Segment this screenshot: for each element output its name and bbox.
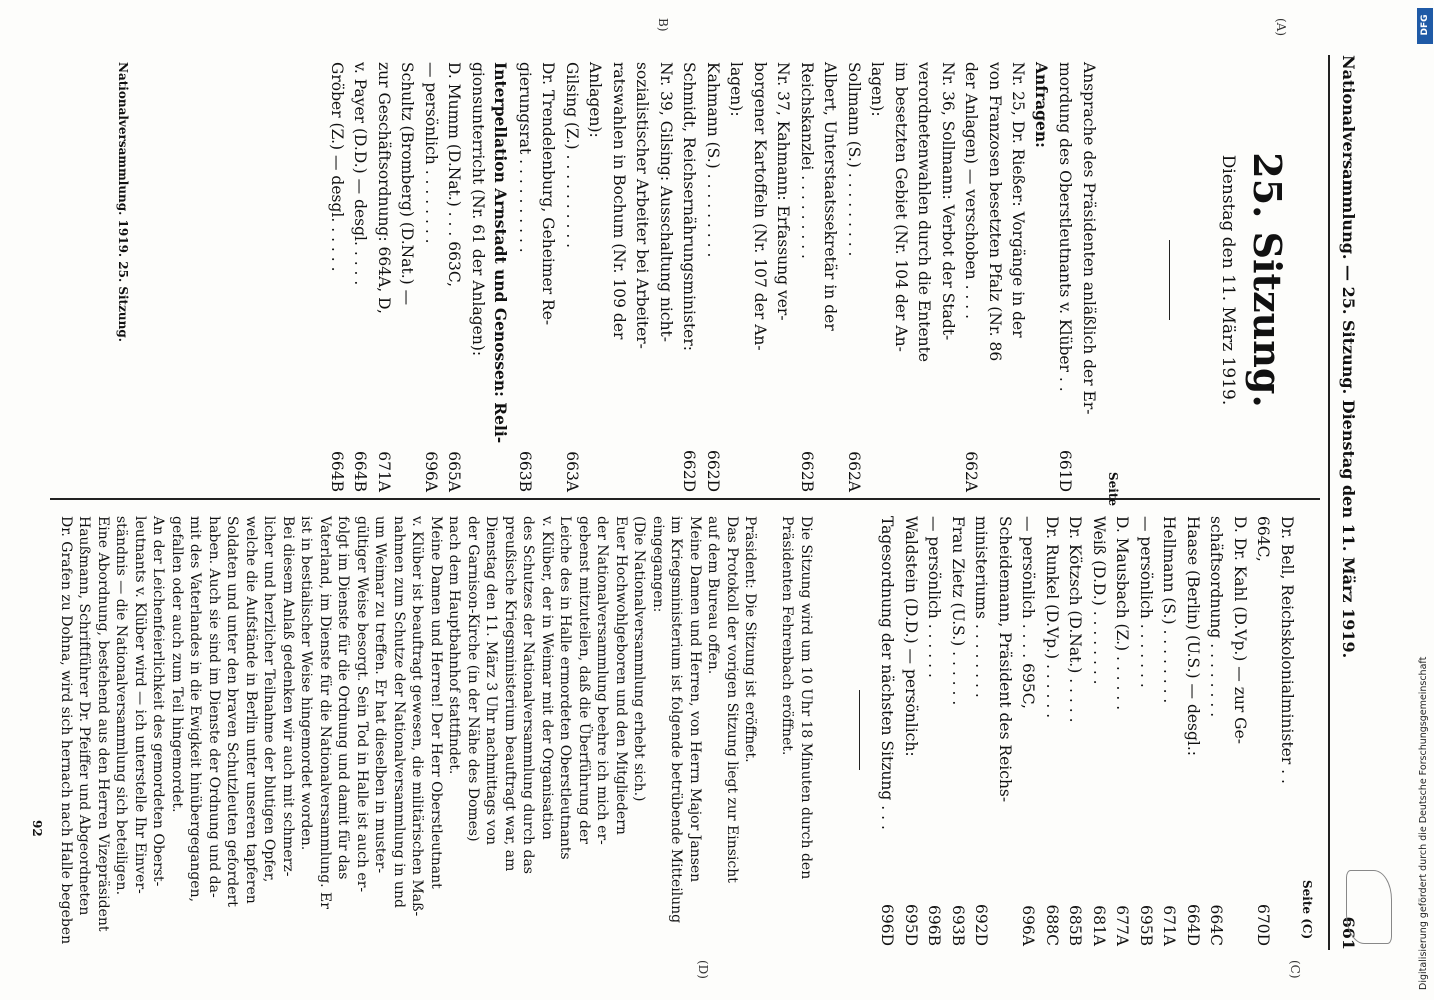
minutes-line: leutnants v. Klüber wird — ich unterstelle Ihr Einver- (132, 516, 148, 894)
toc-left-entry-text: Schultz (Bromberg) (D.Nat.) — (398, 62, 417, 306)
margin-mark-d: (D) (696, 960, 710, 979)
toc-left-entry (607, 62, 631, 492)
digitization-credit (1416, 8, 1434, 992)
minutes-line: preußische Kriegsministerium beauftragt war, am (502, 516, 518, 872)
minutes-line: Dienstag den 11. März 3 Uhr nachmittags von (483, 516, 500, 846)
minutes-line: nach dem Hauptbahnhof stattfindet. (446, 516, 463, 775)
toc-left-entry (983, 62, 1007, 492)
toc-left-entry-text: von Franzosen besetzten Pfalz (Nr. 86 (986, 62, 1004, 362)
minutes-line: im Kriegsministerium ist folgende betrübende Mitteilung (668, 516, 685, 924)
toc-left-entry-text: Gilsing (Z.) . . . . . . . . . . (563, 62, 581, 249)
minutes-line: Bei diesem Anlaß gedenken wir auch mit schmerz- (280, 516, 296, 877)
toc-right-entry (1016, 516, 1040, 946)
toc-left-entry-text: lagen): (727, 62, 746, 117)
toc-left-entry-text: Nr. 36, Sollmann: Verbot der Stadt- (939, 62, 957, 341)
toc-left-entry-text: Anlagen): (586, 62, 605, 138)
toc-left-entry-text: Nr. 37, Kahmann: Erfassung ver- (774, 62, 793, 321)
minutes-line: Vaterland, im Dienste für die Nationalversammlung. Er (317, 516, 333, 909)
credit-text: Digitalisierung gefördert durch die Deutsche Forschungsgemeinschaft (1418, 656, 1429, 990)
toc-left-entry (419, 62, 443, 492)
toc-right-entry-text: D. Dr. Kahl (D.Vp.) — zur Ge- (1231, 516, 1249, 744)
minutes-line: Euer Hochwohlgeboren und den Mitgliedern (613, 516, 629, 835)
minutes-line: Meine Damen und Herren! Der Herr Oberstleutnant (428, 516, 444, 889)
minutes-line: um Weimar zu treffen. Er hat dieselben in muster- (372, 516, 389, 874)
toc-left-entry-text: Kahmann (S.) . . . . . . . . . (704, 62, 722, 258)
minutes-line: gebenst mitzuteilen, daß die Überführung der (576, 516, 592, 844)
toc-left-entry-text: Interpellation Arnstadt und Genossen: Reli- (491, 62, 511, 444)
toc-left-entry-text: Dr. Trendelenburg, Geheimer Re- (539, 62, 558, 326)
toc-right-entry (1204, 516, 1228, 946)
toc-right-entry-text: Hellmann (S.) . . . . . . . . (1160, 516, 1179, 704)
toc-right-entry-text: Dr. Bell, Reichskolonialminister . . (1278, 516, 1296, 784)
toc-right-entry-text: Waldstein (D.D.) — persönlich: (902, 516, 920, 757)
toc-left-entry-text: Nr. 25, Dr. Rießer: Vorgänge in der (1009, 62, 1028, 338)
toc-left-entry-text: — persönlich . . . . . . . . (422, 62, 440, 244)
minutes-line: An der Leichenfeierlichkeit des gemordeten Oberst- (150, 516, 167, 887)
toc-left-entry (372, 62, 396, 492)
toc-left-entry-text: D. Mumm (D.Nat.) . . . 663C, (445, 62, 464, 288)
toc-right-entry (1228, 516, 1252, 946)
toc-left-entry (936, 62, 960, 492)
toc-left-entry-text: der Anlagen) — verschoben . . . . (962, 62, 981, 320)
minutes-line: eingegangen: (650, 516, 666, 613)
session-date: Dienstag den 11. März 1919. (1218, 154, 1238, 406)
toc-right-entry-text: Haase (Berlin) (U.S.) — desgl.: (1184, 516, 1202, 757)
minutes-line: Das Protokoll der vorigen Sitzung liegt zur Einsicht (724, 516, 740, 883)
toc-right-entry-page: 685B (1066, 905, 1085, 946)
toc-right-entry (1040, 516, 1064, 946)
toc-left-entry (442, 62, 466, 492)
toc-left-entry-text: Nr. 39, Gilsing: Ausschaltung nicht- (657, 62, 675, 343)
minutes-line: Haußmann, Schriftführer Dr. Pfeiffer und Abgeordneten (76, 516, 93, 916)
minutes-line: ständnis — die Nationalversammlung sich beteiligen. (113, 516, 130, 896)
toc-left-entry-page: 662A (962, 451, 981, 492)
minutes-line: Dr. Grafen zu Dohna, wird sich hernach nach Halle begeben (58, 516, 74, 945)
sheet-signature: 92 (30, 820, 44, 837)
minutes-line: Leiche des in Halle ermordeten Oberstleutnants (557, 516, 574, 860)
minutes-line: gefallen oder auch zum Teil hingemordet. (169, 516, 185, 813)
minutes-line: (Die Nationalversammlung erhebt sich.) (631, 516, 648, 802)
toc-right-entry-text: Tagesordnung der nächsten Sitzung . . . (878, 516, 897, 830)
toc-left-entry (701, 62, 725, 492)
minutes-line: licher und herzlicher Teilnahme der blutigen Opfer, (261, 516, 278, 883)
toc-left-entry-text: gierungsrat . . . . . . . . . . (516, 62, 534, 253)
margin-mark-a: (A) (1274, 18, 1288, 37)
toc-left-entry-page: 664B (351, 451, 370, 492)
minutes-body (57, 516, 816, 946)
toc-left-entry (630, 62, 654, 492)
toc-right-entry-text: Scheidemann, Präsident des Reichs- (996, 516, 1014, 803)
toc-left-entry-page: 664B (328, 451, 346, 492)
toc-left-entry (348, 62, 372, 492)
running-head-text: Nationalversammlung. — 25. Sitzung. Dienstag den 11. März 1919. (1339, 55, 1358, 659)
toc-left-entry-page: 663A (563, 451, 581, 492)
heading-rule (1169, 240, 1170, 320)
toc-left-entry (325, 62, 349, 492)
toc-left-entry (959, 62, 983, 492)
toc-right-entry-page: 695B (1137, 905, 1155, 946)
right-seite-label: Seite (C) (1300, 880, 1314, 940)
toc-left-entry (395, 62, 419, 492)
toc-right-entry (922, 516, 946, 946)
toc-right-entry-text: Weiß (D.D.) . . . . . . . . (1090, 516, 1108, 685)
toc-left-entry-page: 671A (375, 451, 393, 492)
minutes-line: nahmen zum Schutze der Nationalversammlung in und (391, 516, 407, 908)
toc-left-entry-text: Ansprache des Präsidenten anläßlich der Er- (1080, 62, 1098, 415)
margin-mark-c: (C) (1288, 960, 1302, 979)
toc-left-entry (818, 62, 842, 492)
toc-right-entry-text: schäftsordnung . . . . . . . . (1207, 516, 1226, 718)
toc-right-entry-page: 664C (1207, 904, 1226, 946)
toc-right-entry (1063, 516, 1087, 946)
toc-left-entry-page: 665A (445, 451, 464, 492)
minutes-line: folgt im Dienste für die Ordnung und damit für das (335, 516, 352, 880)
margin-mark-b: B) (656, 18, 670, 32)
toc-right-entry-page: 696A (1019, 905, 1038, 946)
toc-left-entry (795, 62, 819, 492)
toc-right-entry-page: 664D (1184, 903, 1202, 946)
toc-left-entry-text: gionsunterricht (Nr. 61 der Anlagen): (469, 62, 487, 357)
toc-left-entry (1053, 62, 1077, 492)
minutes-line: der Nationalversammlung beehre ich mich er- (594, 516, 611, 845)
toc-left-entry-page: 662B (798, 451, 816, 492)
toc-left-entry-text: Schmidt, Reichsernährungsminister: (680, 62, 699, 351)
running-head (1334, 55, 1358, 950)
toc-right-entry-text: Dr. Kötzsch (D.Nat.) . . . . . (1066, 516, 1085, 723)
toc-left-entry-page: 696A (422, 451, 440, 492)
toc-right-entry-page: 688C (1043, 904, 1061, 946)
toc-right-entry-text: — persönlich . . . . . . . (1137, 516, 1155, 688)
toc-left-entry (865, 62, 889, 492)
toc-right-entry (875, 516, 899, 946)
toc-left-entry-text: borgener Kartoffeln (Nr. 107 der An- (751, 62, 769, 351)
toc-left-entry (536, 62, 560, 492)
toc-left-entry-page: 662D (680, 449, 699, 492)
toc-right-entry-text: 664C, (1254, 516, 1273, 562)
toc-left-entry (771, 62, 795, 492)
minutes-line: gültiger Weise besorgt. Sein Tod in Halle ist auch er- (354, 516, 370, 893)
minutes-line: Die Sitzung wird um 10 Uhr 18 Minuten durch den (798, 516, 814, 880)
toc-left-entry-text: mordung des Oberstleutnants v. Klüber . . (1056, 62, 1075, 392)
dfg-logo (1417, 8, 1433, 44)
toc-right-entry-page: 693B (949, 905, 967, 946)
toc-left-entry (583, 62, 607, 492)
toc-right-entry-page: 681A (1090, 905, 1108, 946)
toc-right-entry-page: 696B (925, 905, 944, 946)
toc-left-entry-text: Gröber (Z.) — desgl. . . . . . (328, 62, 346, 272)
dfg-logo-text: DFG (1420, 14, 1430, 36)
toc-right-entry-text: D. Mausbach (Z.) . . . . . . (1113, 516, 1132, 711)
toc-left-entry-text: Albert, Unterstaatssekretär in der (821, 62, 840, 331)
minutes-line: mit des Vaterlandes in die Ewigkeit hinübergegangen, (187, 516, 204, 903)
toc-left-entry-page: 663B (516, 451, 534, 492)
table-of-contents-right (875, 516, 1298, 946)
toc-left-entry (724, 62, 748, 492)
toc-left-entry (513, 62, 537, 492)
toc-left-entry-text: v. Payer (D.D.) — desgl. . . . . (351, 62, 370, 286)
toc-right-entry-page: 671A (1160, 905, 1179, 946)
toc-right-entry (1275, 516, 1299, 946)
toc-right-entry (1181, 516, 1205, 946)
toc-left-entry-text: Reichskanzlei . . . . . . . . . (798, 62, 816, 259)
toc-left-entry-page: 661D (1056, 449, 1075, 492)
minutes-line: Präsidenten Fehrenbach eröffnet. (779, 516, 796, 756)
toc-right-entry (1110, 516, 1134, 946)
minutes-line: Soldaten und unter den braven Schutzleuten gefordert (224, 516, 241, 907)
toc-right-entry-text: Dr. Runkel (D.Vp.) . . . . . . (1043, 516, 1061, 719)
toc-right-entry-page: 696D (878, 903, 897, 946)
toc-left-entry-text: im besetzten Gebiet (Nr. 104 der An- (892, 62, 910, 352)
toc-right-entry-text: Frau Zietz (U.S.) . . . . . . (949, 516, 967, 706)
toc-left-entry (1006, 62, 1030, 492)
minutes-line: des Schutzes der Nationalversammlung durch das (520, 516, 537, 874)
toc-left-entry (1077, 62, 1101, 492)
header-rule (1328, 55, 1330, 950)
toc-right-entry (969, 516, 993, 946)
toc-right-entry-page: 692D (972, 903, 991, 946)
left-seite-label: Seite (1106, 472, 1120, 507)
toc-left-entry (889, 62, 913, 492)
minutes-line: welche die Aufstände in Berlin unter unseren tapferen (243, 516, 259, 904)
toc-right-entry (1087, 516, 1111, 946)
toc-right-entry-text: — persönlich . . . . 695C, (1019, 516, 1038, 709)
toc-left-entry-page: 662D (704, 449, 722, 492)
toc-left-entry (466, 62, 490, 492)
minutes-line: ist in bestialischer Weise hingemordet worden. (298, 516, 315, 851)
toc-right-entry (946, 516, 970, 946)
toc-right-entry-page: 695D (902, 903, 920, 946)
toc-left-entry-text: verordnetenwahlen durch die Entente (915, 62, 934, 363)
toc-left-entry-text: lagen): (868, 62, 887, 117)
session-title: 25. Sitzung. (1245, 152, 1290, 408)
minutes-line (760, 516, 779, 946)
toc-right-entry (1251, 516, 1275, 946)
toc-left-entry-page: 662A (845, 451, 863, 492)
toc-left-entry (654, 62, 678, 492)
toc-left-entry (842, 62, 866, 492)
table-of-contents-left (325, 62, 1101, 492)
minutes-line: v. Klüber, der in Weimar mit der Organisation (539, 516, 555, 840)
toc-left-entry-text: Anfragen: (1032, 62, 1051, 148)
toc-right-entry (1157, 516, 1181, 946)
toc-left-entry-text: zur Geschäftsordnung: 664A, D, (375, 62, 393, 314)
section-rule (859, 690, 860, 770)
toc-right-entry-text: — persönlich . . . . . . (925, 516, 944, 678)
toc-right-entry-page: 670D (1254, 903, 1273, 946)
toc-right-entry (899, 516, 923, 946)
minutes-line: Präsident: Die Sitzung ist eröffnet. (742, 516, 759, 763)
minutes-line: v. Klüber ist beauftragt gewesen, die militärischen Maß- (409, 516, 426, 917)
toc-left-entry (1030, 62, 1054, 492)
toc-right-entry-page: 677A (1113, 905, 1132, 946)
footer-left: Nationalversammlung. 1919. 25. Sitzung. (116, 62, 130, 342)
toc-left-entry (677, 62, 701, 492)
minutes-line: Meine Damen und Herren, von Herrn Major Jansen (687, 516, 703, 883)
toc-left-entry-text: sozialistischer Arbeiter bei Arbeiter- (633, 62, 652, 349)
library-stamp (1346, 870, 1392, 944)
toc-left-entry (560, 62, 584, 492)
minutes-line: Eine Abordnung, bestehend aus den Herren Vizepräsident (95, 516, 111, 932)
toc-left-entry (748, 62, 772, 492)
toc-left-entry-text: Sollmann (S.) . . . . . . . . . (845, 62, 863, 257)
column-divider (50, 498, 1320, 500)
toc-left-entry-text: ratswahlen in Bochum (Nr. 109 der (610, 62, 628, 340)
toc-right-entry-text: ministeriums . . . . . . . . (972, 516, 991, 698)
toc-left-entry (489, 62, 513, 492)
toc-right-entry (993, 516, 1017, 946)
minutes-line: der Garnison-Kirche (in der Nähe des Domes) (465, 516, 481, 842)
minutes-line: auf dem Bureau offen. (705, 516, 722, 675)
toc-right-entry (1134, 516, 1158, 946)
minutes-line: haben. Auch sie sind im Dienste der Ordnung und da- (206, 516, 222, 898)
page-number: 661 (1339, 916, 1358, 950)
toc-left-entry (912, 62, 936, 492)
